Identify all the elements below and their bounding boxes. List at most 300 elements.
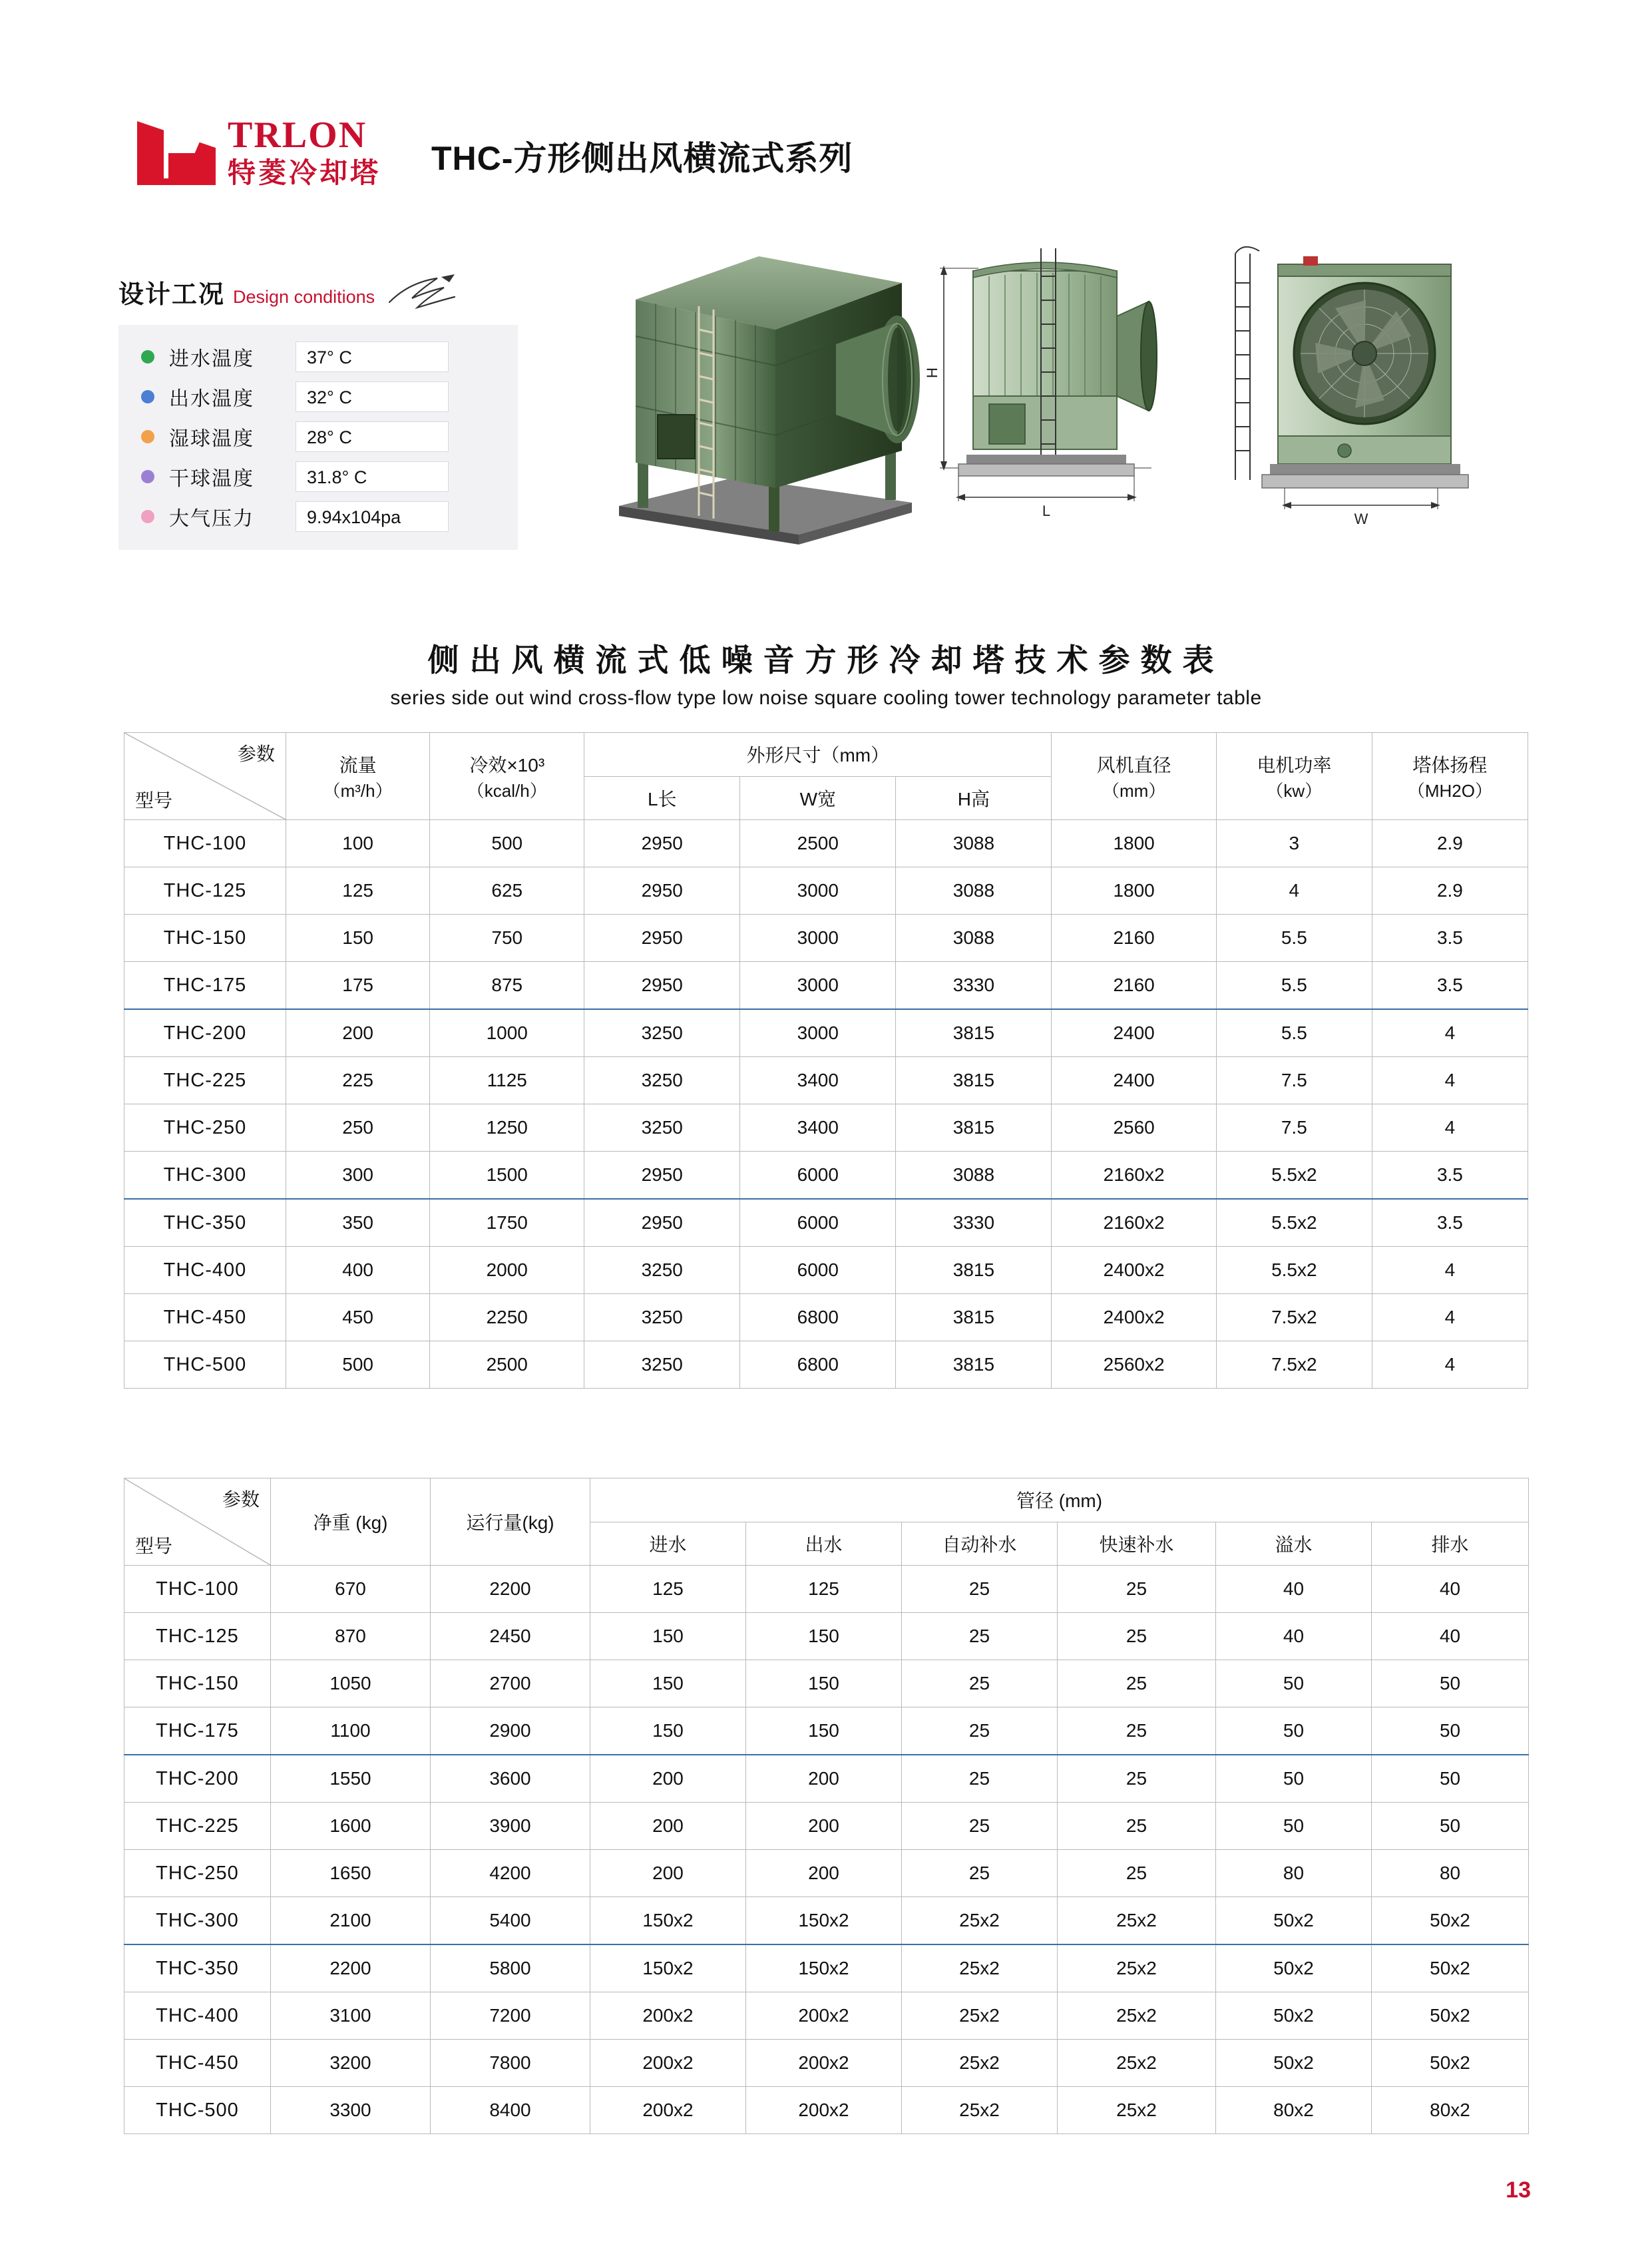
svg-text:H: H bbox=[924, 367, 940, 378]
cell-outlet: 125 bbox=[746, 1566, 902, 1613]
cell-cooling: 1000 bbox=[430, 1009, 584, 1057]
cell-drain: 80x2 bbox=[1372, 2087, 1529, 2134]
condition-label: 湿球温度 bbox=[169, 428, 254, 450]
table-row bbox=[124, 820, 1528, 867]
table-row bbox=[124, 1613, 1529, 1660]
th-pipe-diameter: 管径 (mm) bbox=[590, 1478, 1529, 1522]
cell-outlet: 200x2 bbox=[746, 2040, 902, 2087]
brand-name-en: TRLON bbox=[228, 114, 367, 156]
cell-quick: 25x2 bbox=[1058, 2087, 1216, 2134]
cell-motor: 5.5 bbox=[1216, 915, 1372, 962]
table2-corner-header bbox=[124, 1478, 271, 1566]
cell-run: 3900 bbox=[431, 1803, 590, 1850]
cell-model: THC-500 bbox=[124, 1341, 286, 1389]
corner-label-param: 参数 bbox=[222, 1489, 260, 1510]
cell-auto: 25 bbox=[902, 1707, 1058, 1755]
cell-net: 670 bbox=[271, 1566, 431, 1613]
cell-inlet: 125 bbox=[590, 1566, 746, 1613]
cell-quick: 25 bbox=[1058, 1613, 1216, 1660]
cell-net: 1550 bbox=[271, 1755, 431, 1803]
cell-model: THC-500 bbox=[124, 2087, 271, 2134]
cell-overflow: 50 bbox=[1216, 1707, 1372, 1755]
th-flow-unit: （m³/h） bbox=[323, 780, 393, 801]
cell-outlet: 150x2 bbox=[746, 1897, 902, 1945]
table-row bbox=[124, 1850, 1529, 1897]
design-conditions-heading bbox=[118, 273, 558, 310]
condition-value: 31.8° C bbox=[296, 461, 449, 492]
condition-value: 32° C bbox=[296, 381, 449, 412]
page-header bbox=[130, 112, 1528, 198]
cell-drain: 40 bbox=[1372, 1566, 1529, 1613]
brush-stroke-icon bbox=[385, 273, 459, 313]
th-overflow: 溢水 bbox=[1216, 1522, 1372, 1566]
cell-h: 3815 bbox=[896, 1294, 1052, 1341]
cell-w: 6800 bbox=[740, 1294, 896, 1341]
page-title: THC-方形侧出风横流式系列 bbox=[431, 140, 853, 177]
th-cooling-unit: （kcal/h） bbox=[467, 780, 547, 801]
cell-overflow: 50 bbox=[1216, 1803, 1372, 1850]
bullet-icon bbox=[141, 470, 154, 483]
cell-quick: 25 bbox=[1058, 1707, 1216, 1755]
cell-model: THC-400 bbox=[124, 1247, 286, 1294]
cell-quick: 25x2 bbox=[1058, 1992, 1216, 2040]
cell-motor: 5.5 bbox=[1216, 962, 1372, 1010]
cell-run: 4200 bbox=[431, 1850, 590, 1897]
cell-flow: 125 bbox=[286, 867, 429, 915]
table-row bbox=[124, 915, 1528, 962]
cell-net: 2200 bbox=[271, 1944, 431, 1992]
cell-model: THC-350 bbox=[124, 1944, 271, 1992]
th-auto-refill: 自动补水 bbox=[902, 1522, 1058, 1566]
th-dimensions: 外形尺寸（mm） bbox=[584, 733, 1052, 777]
cell-overflow: 50x2 bbox=[1216, 2040, 1372, 2087]
cell-cooling: 2500 bbox=[430, 1341, 584, 1389]
table-row bbox=[124, 1152, 1528, 1200]
cell-w: 3000 bbox=[740, 915, 896, 962]
corner-label-param: 参数 bbox=[237, 744, 275, 764]
cell-auto: 25 bbox=[902, 1660, 1058, 1707]
cell-l: 3250 bbox=[584, 1294, 740, 1341]
cell-cooling: 1500 bbox=[430, 1152, 584, 1200]
bullet-icon bbox=[141, 510, 154, 523]
table-row bbox=[124, 1247, 1528, 1294]
condition-label: 出水温度 bbox=[169, 388, 254, 410]
table-row bbox=[124, 1057, 1528, 1104]
cell-drain: 50x2 bbox=[1372, 1897, 1529, 1945]
cell-model: THC-100 bbox=[124, 1566, 271, 1613]
cell-head: 4 bbox=[1372, 1104, 1528, 1152]
cooling-tower-drawings bbox=[599, 236, 1544, 582]
table-row bbox=[124, 1566, 1529, 1613]
th-outlet: 出水 bbox=[746, 1522, 902, 1566]
th-net-weight: 净重 (kg) bbox=[271, 1478, 431, 1566]
cell-run: 2450 bbox=[431, 1613, 590, 1660]
table-row bbox=[124, 1992, 1529, 2040]
cell-outlet: 150 bbox=[746, 1613, 902, 1660]
cell-auto: 25x2 bbox=[902, 1944, 1058, 1992]
cell-outlet: 150x2 bbox=[746, 1944, 902, 1992]
cell-overflow: 40 bbox=[1216, 1566, 1372, 1613]
cell-flow: 250 bbox=[286, 1104, 429, 1152]
cell-cooling: 875 bbox=[430, 962, 584, 1010]
cell-flow: 150 bbox=[286, 915, 429, 962]
cell-run: 5800 bbox=[431, 1944, 590, 1992]
table-caption bbox=[0, 636, 1652, 710]
cell-run: 2700 bbox=[431, 1660, 590, 1707]
cell-cooling: 2000 bbox=[430, 1247, 584, 1294]
cell-h: 3330 bbox=[896, 1199, 1052, 1247]
table-row bbox=[124, 1707, 1529, 1755]
table1-corner-header bbox=[124, 733, 286, 820]
table-row bbox=[124, 1009, 1528, 1057]
cell-head: 3.5 bbox=[1372, 962, 1528, 1010]
cell-w: 3400 bbox=[740, 1104, 896, 1152]
cell-h: 3088 bbox=[896, 1152, 1052, 1200]
th-drain: 排水 bbox=[1372, 1522, 1529, 1566]
svg-text:L: L bbox=[1042, 503, 1051, 519]
cell-cooling: 625 bbox=[430, 867, 584, 915]
cell-motor: 7.5x2 bbox=[1216, 1294, 1372, 1341]
cell-fan: 2160 bbox=[1052, 915, 1216, 962]
cell-motor: 7.5x2 bbox=[1216, 1341, 1372, 1389]
cell-model: THC-150 bbox=[124, 1660, 271, 1707]
cell-flow: 450 bbox=[286, 1294, 429, 1341]
caption-cn: 侧出风横流式低噪音方形冷却塔技术参数表 bbox=[427, 642, 1225, 678]
cell-head: 3.5 bbox=[1372, 1199, 1528, 1247]
cell-quick: 25 bbox=[1058, 1850, 1216, 1897]
cell-auto: 25x2 bbox=[902, 1897, 1058, 1945]
cell-motor: 5.5 bbox=[1216, 1009, 1372, 1057]
design-condition-row bbox=[129, 377, 507, 417]
table-row bbox=[124, 1341, 1528, 1389]
cell-net: 3300 bbox=[271, 2087, 431, 2134]
condition-label: 大气压力 bbox=[169, 508, 254, 530]
cell-l: 2950 bbox=[584, 915, 740, 962]
cell-overflow: 40 bbox=[1216, 1613, 1372, 1660]
table-row bbox=[124, 1944, 1529, 1992]
cell-model: THC-250 bbox=[124, 1850, 271, 1897]
corner-label-model: 型号 bbox=[135, 790, 173, 811]
condition-label: 干球温度 bbox=[169, 468, 254, 490]
cell-flow: 175 bbox=[286, 962, 429, 1010]
th-flow bbox=[286, 733, 429, 820]
cell-model: THC-450 bbox=[124, 1294, 286, 1341]
cell-head: 4 bbox=[1372, 1341, 1528, 1389]
cell-fan: 2400x2 bbox=[1052, 1247, 1216, 1294]
cell-inlet: 200 bbox=[590, 1850, 746, 1897]
cell-fan: 2160x2 bbox=[1052, 1199, 1216, 1247]
cell-net: 1100 bbox=[271, 1707, 431, 1755]
cell-model: THC-175 bbox=[124, 962, 286, 1010]
cell-net: 1650 bbox=[271, 1850, 431, 1897]
cell-w: 6000 bbox=[740, 1152, 896, 1200]
design-condition-row bbox=[129, 457, 507, 497]
cell-h: 3815 bbox=[896, 1104, 1052, 1152]
cell-inlet: 200x2 bbox=[590, 2087, 746, 2134]
th-head-unit: （MH2O） bbox=[1407, 780, 1492, 801]
cell-auto: 25x2 bbox=[902, 1992, 1058, 2040]
cell-head: 3.5 bbox=[1372, 915, 1528, 962]
cell-drain: 80 bbox=[1372, 1850, 1529, 1897]
cell-head: 4 bbox=[1372, 1009, 1528, 1057]
cell-quick: 25 bbox=[1058, 1660, 1216, 1707]
cell-auto: 25 bbox=[902, 1755, 1058, 1803]
cell-auto: 25 bbox=[902, 1803, 1058, 1850]
cell-fan: 2160 bbox=[1052, 962, 1216, 1010]
design-condition-row bbox=[129, 337, 507, 377]
cell-net: 3100 bbox=[271, 1992, 431, 2040]
cell-fan: 2400x2 bbox=[1052, 1294, 1216, 1341]
cell-overflow: 80 bbox=[1216, 1850, 1372, 1897]
cell-inlet: 150 bbox=[590, 1613, 746, 1660]
cell-run: 7200 bbox=[431, 1992, 590, 2040]
th-inlet: 进水 bbox=[590, 1522, 746, 1566]
cell-flow: 350 bbox=[286, 1199, 429, 1247]
cell-outlet: 200 bbox=[746, 1850, 902, 1897]
table-row bbox=[124, 1104, 1528, 1152]
cell-quick: 25 bbox=[1058, 1755, 1216, 1803]
specs-table-pipes bbox=[124, 1478, 1529, 2134]
cell-head: 4 bbox=[1372, 1247, 1528, 1294]
cell-inlet: 200x2 bbox=[590, 1992, 746, 2040]
cell-outlet: 200 bbox=[746, 1803, 902, 1850]
cell-l: 2950 bbox=[584, 867, 740, 915]
th-cooling bbox=[430, 733, 584, 820]
cell-fan: 1800 bbox=[1052, 867, 1216, 915]
cell-inlet: 150 bbox=[590, 1707, 746, 1755]
design-conditions-table bbox=[118, 325, 518, 550]
th-running-weight: 运行量(kg) bbox=[431, 1478, 590, 1566]
cell-fan: 1800 bbox=[1052, 820, 1216, 867]
trlon-flag-icon bbox=[130, 112, 224, 192]
cell-net: 3200 bbox=[271, 2040, 431, 2087]
cell-motor: 3 bbox=[1216, 820, 1372, 867]
th-head bbox=[1372, 733, 1528, 820]
cell-w: 3000 bbox=[740, 867, 896, 915]
cell-l: 2950 bbox=[584, 1199, 740, 1247]
cell-auto: 25 bbox=[902, 1566, 1058, 1613]
cell-net: 1600 bbox=[271, 1803, 431, 1850]
cell-l: 3250 bbox=[584, 1341, 740, 1389]
cell-auto: 25 bbox=[902, 1613, 1058, 1660]
cell-fan: 2160x2 bbox=[1052, 1152, 1216, 1200]
cell-fan: 2560 bbox=[1052, 1104, 1216, 1152]
cell-h: 3815 bbox=[896, 1009, 1052, 1057]
cell-fan: 2400 bbox=[1052, 1057, 1216, 1104]
cell-l: 2950 bbox=[584, 1152, 740, 1200]
design-title-en: Design conditions bbox=[233, 287, 375, 307]
table-row bbox=[124, 1803, 1529, 1850]
table-row bbox=[124, 1660, 1529, 1707]
cell-outlet: 150 bbox=[746, 1707, 902, 1755]
cell-quick: 25 bbox=[1058, 1803, 1216, 1850]
table-row bbox=[124, 1897, 1529, 1945]
cell-flow: 500 bbox=[286, 1341, 429, 1389]
cell-overflow: 50x2 bbox=[1216, 1992, 1372, 2040]
cell-model: THC-125 bbox=[124, 867, 286, 915]
cell-cooling: 2250 bbox=[430, 1294, 584, 1341]
cell-inlet: 150 bbox=[590, 1660, 746, 1707]
cell-inlet: 200x2 bbox=[590, 2040, 746, 2087]
cell-model: THC-225 bbox=[124, 1057, 286, 1104]
th-dim-w: W宽 bbox=[740, 776, 896, 820]
brand-logo bbox=[130, 112, 381, 192]
cell-model: THC-150 bbox=[124, 915, 286, 962]
th-cooling-title: 冷效×10³ bbox=[469, 754, 545, 776]
cell-drain: 50 bbox=[1372, 1803, 1529, 1850]
table-row bbox=[124, 2087, 1529, 2134]
cell-w: 3400 bbox=[740, 1057, 896, 1104]
table-row bbox=[124, 867, 1528, 915]
brand-name-cn: 特菱冷却塔 bbox=[228, 157, 381, 188]
product-illustrations bbox=[599, 236, 1544, 582]
condition-value: 9.94x104pa bbox=[296, 501, 449, 532]
cell-head: 2.9 bbox=[1372, 820, 1528, 867]
cell-inlet: 150x2 bbox=[590, 1897, 746, 1945]
cell-l: 2950 bbox=[584, 962, 740, 1010]
th-head-title: 塔体扬程 bbox=[1412, 754, 1488, 776]
th-dim-l: L长 bbox=[584, 776, 740, 820]
cell-motor: 7.5 bbox=[1216, 1104, 1372, 1152]
condition-label: 进水温度 bbox=[169, 348, 254, 370]
cell-w: 6000 bbox=[740, 1199, 896, 1247]
th-dim-h: H高 bbox=[896, 776, 1052, 820]
cell-motor: 5.5x2 bbox=[1216, 1152, 1372, 1200]
cell-net: 1050 bbox=[271, 1660, 431, 1707]
page-number: 13 bbox=[1506, 2177, 1531, 2203]
cell-l: 3250 bbox=[584, 1247, 740, 1294]
cell-drain: 50x2 bbox=[1372, 1992, 1529, 2040]
cell-model: THC-200 bbox=[124, 1755, 271, 1803]
cell-net: 2100 bbox=[271, 1897, 431, 1945]
table-row bbox=[124, 2040, 1529, 2087]
table-row bbox=[124, 1294, 1528, 1341]
cell-l: 3250 bbox=[584, 1057, 740, 1104]
condition-value: 37° C bbox=[296, 341, 449, 372]
cell-auto: 25x2 bbox=[902, 2040, 1058, 2087]
table-row bbox=[124, 1755, 1529, 1803]
cell-quick: 25x2 bbox=[1058, 1897, 1216, 1945]
th-fan-diameter bbox=[1052, 733, 1216, 820]
cell-model: THC-300 bbox=[124, 1152, 286, 1200]
th-quick-refill: 快速补水 bbox=[1058, 1522, 1216, 1566]
cell-net: 870 bbox=[271, 1613, 431, 1660]
cell-model: THC-200 bbox=[124, 1009, 286, 1057]
cell-w: 6000 bbox=[740, 1247, 896, 1294]
cell-outlet: 200 bbox=[746, 1755, 902, 1803]
cell-l: 2950 bbox=[584, 820, 740, 867]
cell-drain: 50 bbox=[1372, 1707, 1529, 1755]
cell-inlet: 150x2 bbox=[590, 1944, 746, 1992]
cell-flow: 225 bbox=[286, 1057, 429, 1104]
cell-head: 3.5 bbox=[1372, 1152, 1528, 1200]
cell-w: 2500 bbox=[740, 820, 896, 867]
table-row bbox=[124, 962, 1528, 1010]
cell-quick: 25 bbox=[1058, 1566, 1216, 1613]
cell-motor: 4 bbox=[1216, 867, 1372, 915]
cell-run: 2200 bbox=[431, 1566, 590, 1613]
cell-run: 8400 bbox=[431, 2087, 590, 2134]
cell-l: 3250 bbox=[584, 1104, 740, 1152]
cell-h: 3088 bbox=[896, 915, 1052, 962]
cell-model: THC-250 bbox=[124, 1104, 286, 1152]
cell-h: 3815 bbox=[896, 1247, 1052, 1294]
cell-fan: 2400 bbox=[1052, 1009, 1216, 1057]
th-fan-unit: （mm） bbox=[1102, 780, 1166, 801]
cell-run: 7800 bbox=[431, 2040, 590, 2087]
svg-text:W: W bbox=[1354, 511, 1368, 527]
cell-outlet: 150 bbox=[746, 1660, 902, 1707]
cell-model: THC-225 bbox=[124, 1803, 271, 1850]
specs-table-main bbox=[124, 732, 1528, 1389]
cell-cooling: 1125 bbox=[430, 1057, 584, 1104]
cell-overflow: 50x2 bbox=[1216, 1897, 1372, 1945]
cell-l: 3250 bbox=[584, 1009, 740, 1057]
bullet-icon bbox=[141, 430, 154, 443]
th-flow-title: 流量 bbox=[339, 754, 377, 776]
cell-model: THC-450 bbox=[124, 2040, 271, 2087]
cell-cooling: 1250 bbox=[430, 1104, 584, 1152]
cell-drain: 50 bbox=[1372, 1660, 1529, 1707]
cell-model: THC-125 bbox=[124, 1613, 271, 1660]
cell-model: THC-175 bbox=[124, 1707, 271, 1755]
table-row bbox=[124, 1199, 1528, 1247]
cell-run: 3600 bbox=[431, 1755, 590, 1803]
cell-drain: 50x2 bbox=[1372, 1944, 1529, 1992]
cell-flow: 200 bbox=[286, 1009, 429, 1057]
cell-h: 3330 bbox=[896, 962, 1052, 1010]
cell-overflow: 50 bbox=[1216, 1660, 1372, 1707]
cell-overflow: 50 bbox=[1216, 1755, 1372, 1803]
cell-cooling: 750 bbox=[430, 915, 584, 962]
cell-run: 2900 bbox=[431, 1707, 590, 1755]
th-motor-title: 电机功率 bbox=[1257, 754, 1332, 776]
cell-auto: 25 bbox=[902, 1850, 1058, 1897]
cell-cooling: 1750 bbox=[430, 1199, 584, 1247]
condition-value: 28° C bbox=[296, 421, 449, 452]
th-fan-title: 风机直径 bbox=[1096, 754, 1171, 776]
cell-head: 4 bbox=[1372, 1057, 1528, 1104]
design-conditions-block bbox=[118, 273, 558, 550]
cell-head: 2.9 bbox=[1372, 867, 1528, 915]
cell-head: 4 bbox=[1372, 1294, 1528, 1341]
cell-inlet: 200 bbox=[590, 1755, 746, 1803]
design-condition-row bbox=[129, 497, 507, 537]
cell-w: 3000 bbox=[740, 1009, 896, 1057]
corner-label-model: 型号 bbox=[135, 1536, 173, 1556]
bullet-icon bbox=[141, 390, 154, 403]
design-condition-row bbox=[129, 417, 507, 457]
cell-w: 6800 bbox=[740, 1341, 896, 1389]
cell-quick: 25x2 bbox=[1058, 1944, 1216, 1992]
cell-outlet: 200x2 bbox=[746, 2087, 902, 2134]
cell-drain: 50 bbox=[1372, 1755, 1529, 1803]
cell-motor: 7.5 bbox=[1216, 1057, 1372, 1104]
cell-model: THC-350 bbox=[124, 1199, 286, 1247]
design-title-cn: 设计工况 bbox=[118, 281, 226, 309]
cell-auto: 25x2 bbox=[902, 2087, 1058, 2134]
cell-h: 3088 bbox=[896, 867, 1052, 915]
cell-overflow: 80x2 bbox=[1216, 2087, 1372, 2134]
cell-drain: 40 bbox=[1372, 1613, 1529, 1660]
cell-cooling: 500 bbox=[430, 820, 584, 867]
cell-h: 3088 bbox=[896, 820, 1052, 867]
cell-outlet: 200x2 bbox=[746, 1992, 902, 2040]
cell-drain: 50x2 bbox=[1372, 2040, 1529, 2087]
cell-h: 3815 bbox=[896, 1341, 1052, 1389]
cell-model: THC-400 bbox=[124, 1992, 271, 2040]
cell-flow: 400 bbox=[286, 1247, 429, 1294]
